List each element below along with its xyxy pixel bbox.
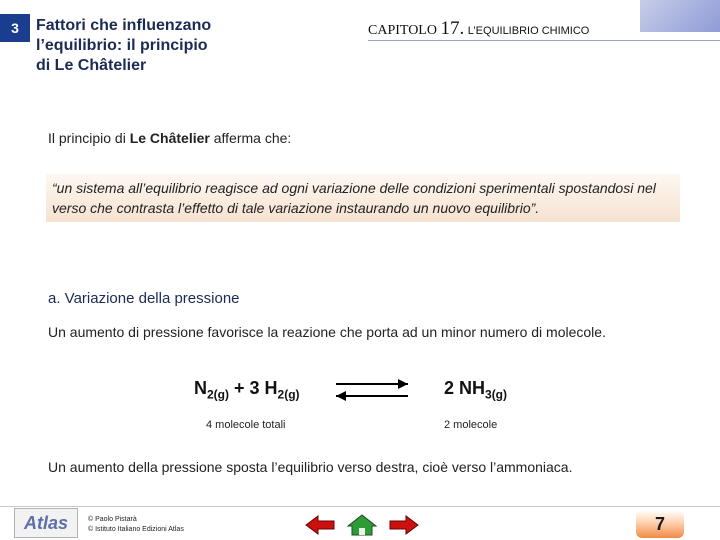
section-title (36, 16, 276, 76)
equation-reactants (194, 378, 300, 402)
section-title-line2: l’equilibrio: il principio (36, 37, 208, 54)
pressure-paragraph: Un aumento di pressione favorisce la reazione che porta ad un minor numero di molecole. (48, 324, 606, 340)
section-number-badge: 3 (0, 14, 30, 42)
credit-publisher: © Istituto Italiano Edizioni Atlas (88, 526, 184, 533)
reactants-note: 4 molecole totali (206, 419, 286, 431)
credits (88, 515, 184, 535)
subsection-heading (48, 290, 240, 307)
section-title-line3: di Le Châtelier (36, 57, 147, 74)
header-divider (368, 40, 720, 41)
reactant1-symbol: N (194, 378, 207, 398)
equation-product (444, 378, 507, 402)
chapter-number: 17. (440, 18, 465, 39)
reactant2-subscript: 2(g) (277, 387, 300, 402)
section-title-line1: Fattori che influenzano (36, 17, 212, 34)
products-note: 2 molecole (444, 419, 498, 431)
intro-name: Le Châtelier (129, 130, 210, 146)
footer-divider (0, 506, 720, 507)
atlas-logo: Atlas (14, 508, 78, 538)
arrow-right-icon[interactable] (388, 514, 420, 536)
product-symbol: 2 NH (444, 378, 486, 398)
chapter-heading (368, 18, 589, 40)
arrow-left-icon[interactable] (304, 514, 336, 536)
corner-decoration (640, 0, 720, 32)
principle-quote: “un sistema all’equilibrio reagisce ad ogni variazione delle condizioni sperimentali spostandosi nel verso che contrasta l’effetto di tale variazione instaurando un nuovo equilibrio”. (46, 174, 680, 222)
subsection-letter: a (48, 290, 57, 307)
intro-after: afferma che: (209, 130, 292, 146)
page-number-badge: 7 (636, 510, 684, 538)
equilibrium-arrow-icon (332, 378, 412, 402)
reactant2-symbol: + 3 H (234, 378, 278, 398)
reactant1-subscript: 2(g) (207, 387, 229, 402)
intro-text (48, 130, 291, 146)
chapter-subtitle: L’EQUILIBRIO CHIMICO (467, 25, 590, 37)
subsection-title: . Variazione della pressione (56, 290, 240, 307)
conclusion-paragraph: Un aumento della pressione sposta l’equilibrio verso destra, cioè verso l’ammoniaca. (48, 459, 573, 475)
product-subscript: 3(g) (485, 387, 508, 402)
intro-before: Il principio di (48, 130, 130, 146)
home-icon[interactable] (346, 514, 378, 536)
credit-author: © Paolo Pistarà (88, 516, 137, 523)
chapter-word: CAPITOLO (368, 23, 437, 38)
